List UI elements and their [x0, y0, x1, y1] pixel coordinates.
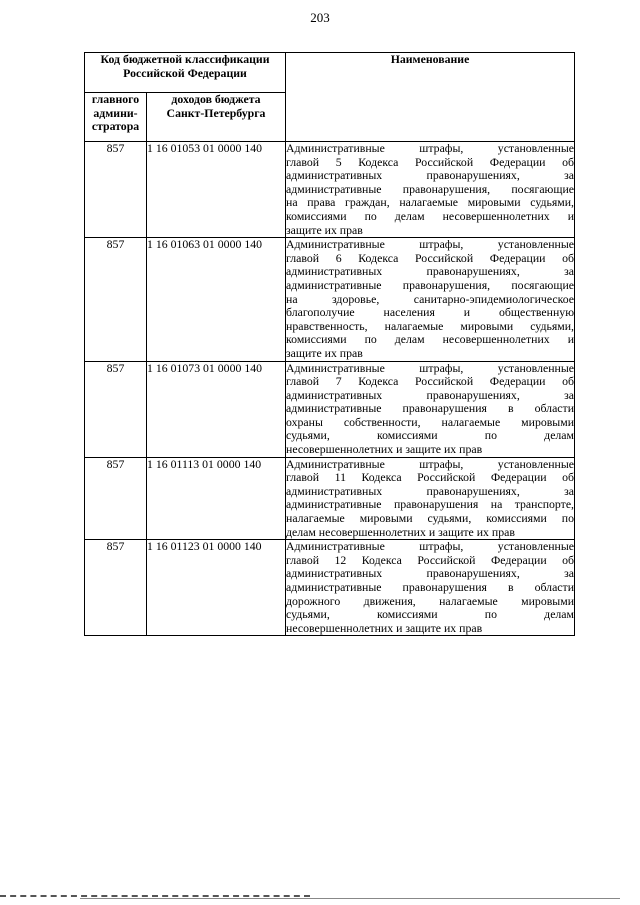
budget-classification-table — [84, 52, 575, 636]
name-line: защите их прав — [286, 222, 363, 237]
admin-code-cell: 857 — [85, 238, 147, 361]
table-row — [85, 361, 575, 457]
name-line: главой 12 Кодекса Российской Федерации об — [286, 552, 575, 567]
scan-edge-line — [80, 898, 620, 899]
name-line: главой 6 Кодекса Российской Федерации об — [286, 250, 575, 265]
name-line: главой 7 Кодекса Российской Федерации об — [286, 374, 575, 389]
name-line: главой 5 Кодекса Российской Федерации об — [286, 154, 575, 169]
name-cell — [286, 142, 575, 238]
header-income — [147, 93, 286, 142]
name-line: административные правонарушения в области — [286, 580, 575, 594]
admin-code-cell: 857 — [85, 361, 147, 457]
table-body — [85, 142, 575, 636]
table-row — [85, 540, 575, 636]
header-code-group-line: Российской Федерации — [123, 65, 247, 80]
page-number: 203 — [310, 10, 330, 25]
header-admin-line: главного — [91, 92, 140, 106]
name-line: несовершеннолетних и защите их прав — [286, 442, 483, 457]
name-line: комиссиями по делам несовершеннолетних и — [286, 332, 575, 347]
header-admin — [85, 93, 147, 142]
admin-code-cell: 857 — [85, 142, 147, 238]
header-admin-line: стратора — [91, 119, 140, 134]
name-line: Административные штрафы, установленные — [286, 360, 575, 375]
name-line: административные правонарушения, посягающие — [286, 277, 575, 292]
name-line: судьями, комиссиями по делам — [286, 607, 575, 622]
header-income-line: Санкт-Петербурга — [166, 105, 266, 120]
name-line: несовершеннолетних и защите их прав — [286, 620, 483, 635]
name-line: административных правонарушениях, за — [286, 168, 575, 183]
name-line: административных правонарушениях, за — [286, 566, 575, 581]
header-admin-line: админи- — [93, 105, 138, 120]
income-code-cell: 1 16 01123 01 0000 140 — [147, 540, 286, 636]
name-line: судьями, комиссиями по делам — [286, 428, 575, 443]
name-line: административные правонарушения в области — [286, 401, 575, 416]
admin-code-cell: 857 — [85, 540, 147, 636]
name-line: Административные штрафы, установленные — [286, 237, 575, 252]
name-line: дорожного движения, налагаемые мировыми — [286, 593, 575, 608]
income-code-cell: 1 16 01113 01 0000 140 — [147, 457, 286, 540]
admin-code-cell: 857 — [85, 457, 147, 540]
header-code-group-line: Код бюджетной классификации — [100, 52, 270, 66]
header-name-label: Наименование — [390, 52, 470, 66]
name-line: административных правонарушениях, за — [286, 264, 575, 279]
name-line: благополучие населения и общественную — [286, 305, 575, 320]
name-line: административных правонарушениях, за — [286, 483, 575, 498]
name-line: комиссиями по делам несовершеннолетних и — [286, 208, 575, 223]
name-line: административные правонарушения, посягающие — [286, 181, 575, 196]
income-code-cell: 1 16 01073 01 0000 140 — [147, 361, 286, 457]
name-line: Административные штрафы, установленные — [286, 456, 575, 471]
name-line: административные правонарушения на транспорте, — [286, 497, 575, 512]
name-line: главой 11 Кодекса Российской Федерации об — [286, 470, 575, 485]
name-line: нравственность, налагаемые мировыми судьями, — [286, 318, 575, 333]
name-cell — [286, 540, 575, 636]
name-line: на здоровье, санитарно-эпидемиологическое — [286, 291, 575, 306]
name-line: Административные штрафы, установленные — [286, 539, 575, 554]
scan-edge-mark — [0, 895, 310, 897]
income-code-cell: 1 16 01063 01 0000 140 — [147, 238, 286, 361]
name-cell — [286, 361, 575, 457]
header-name — [286, 53, 575, 142]
header-code-group — [85, 53, 286, 93]
name-line: налагаемые мировыми судьями, комиссиями по — [286, 511, 575, 526]
table-row — [85, 238, 575, 361]
name-line: делам несовершеннолетних и защите их прав — [286, 524, 515, 539]
name-line: защите их прав — [286, 345, 363, 360]
header-income-line: доходов бюджета — [171, 92, 261, 106]
name-cell — [286, 457, 575, 540]
name-line: на права граждан, налагаемые мировыми судьями, — [286, 195, 575, 210]
name-line: Административные штрафы, установленные — [286, 141, 575, 155]
name-cell — [286, 238, 575, 361]
table-row — [85, 457, 575, 540]
name-line: охраны собственности, налагаемые мировыми — [286, 414, 575, 429]
table-row — [85, 142, 575, 238]
income-code-cell: 1 16 01053 01 0000 140 — [147, 142, 286, 238]
name-line: административных правонарушениях, за — [286, 387, 575, 402]
